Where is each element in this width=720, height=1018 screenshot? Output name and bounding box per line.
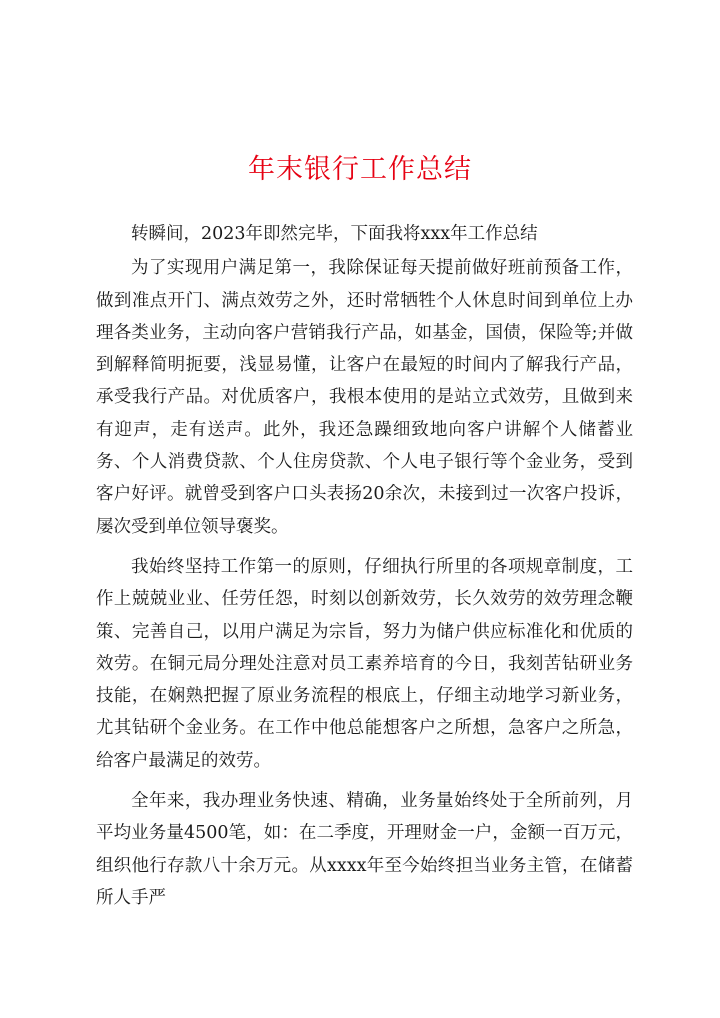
document-body xyxy=(96,218,633,914)
document-title: 年末银行工作总结 xyxy=(248,154,472,185)
paragraph-annual-performance: 全年来，我办理业务快速、精确，业务量始终处于全所前列，月平均业务量4500笔，如：在二季度，开理财金一户，金额一百万元，组织他行存款八十余万元。从xxxx年至今始终担当业务主管，在储蓄所人手严 xyxy=(96,791,633,908)
paragraph-customer-service: 为了实现用户满足第一，我除保证每天提前做好班前预备工作，做到准点开门、满点效劳之外，还时常牺牲个人休息时间到单位上办理各类业务，主动向客户营销我行产品，如基金，国债，保险等;并做到解释简明扼要，浅显易懂，让客户在最短的时间内了解我行产品，承受我行产品。对优质客户，我根本使用的是站立式效劳，且做到来有迎声，走有送声。此外，我还急躁细致地向客户讲解个人储蓄业务、个人消费贷款、个人住房贷款、个人电子银行等个金业务，受到客户好评。就曾受到客户口头表扬20余次，未接到过一次客户投诉，屡次受到单位领导褒奖。 xyxy=(96,258,633,537)
paragraph-work-principles: 我始终坚持工作第一的原则，仔细执行所里的各项规章制度，工作上兢兢业业、任劳任怨，时刻以创新效劳，长久效劳的效劳理念鞭策、完善自己，以用户满足为宗旨，努力为储户供应标准化和优质的效劳。在铜元局分理处注意对员工素养培育的今日，我刻苦钻研业务技能，在娴熟把握了原业务流程的根底上，仔细主动地学习新业务，尤其钻研个金业务。在工作中他总能想客户之所想，急客户之所急，给客户最满足的效劳。 xyxy=(96,556,633,771)
paragraph-intro: 转瞬间，2023年即然完毕，下面我将xxx年工作总结 xyxy=(131,224,538,244)
